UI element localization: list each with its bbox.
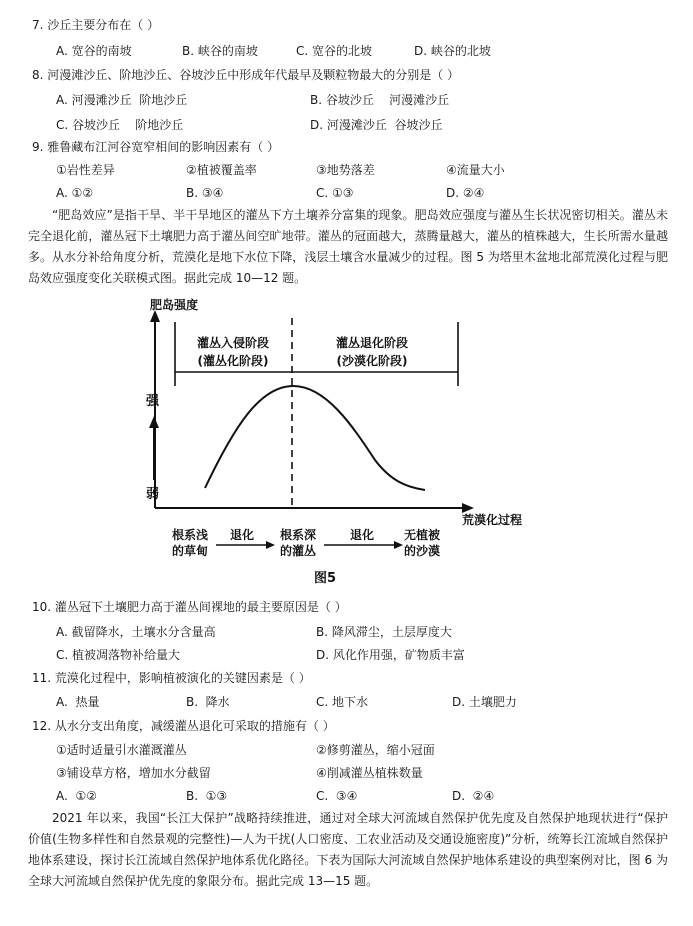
q9-factor-3: ③地势落差 [316, 163, 375, 177]
flow-degrade-2: 退化 [349, 528, 375, 542]
q7-option-b: B. 峡谷的南坡 [182, 44, 258, 58]
flow-arrow-2-head [394, 541, 403, 549]
q10-stem: 10. 灌丛冠下土壤肥力高于灌丛间裸地的最主要原因是（ ） [32, 600, 347, 614]
q8-stem: 8. 河漫滩沙丘、阶地沙丘、谷坡沙丘中形成年代最早及颗粒物最大的分别是（ ） [32, 68, 460, 82]
q11-option-c: C. 地下水 [316, 695, 369, 709]
flow-meadow-line2: 的草甸 [171, 544, 209, 558]
flow-desert-line2: 的沙漠 [403, 544, 441, 558]
flow-meadow-line1: 根系浅 [171, 528, 209, 542]
q12-option-a: A. ①② [56, 789, 97, 803]
flow-arrow-1-head [266, 541, 275, 549]
q7-option-c: C. 宽谷的北坡 [296, 44, 373, 58]
q11-option-a: A. 热量 [56, 695, 100, 709]
y-axis-label: 肥岛强度 [150, 298, 199, 312]
q10-option-a: A. 截留降水，土壤水分含量高 [56, 625, 216, 639]
weak-label: 弱 [146, 487, 160, 502]
q10-option-c: C. 植被凋落物补给量大 [56, 648, 181, 662]
q9-factor-2: ②植被覆盖率 [186, 163, 257, 177]
q7-stem: 7. 沙丘主要分布在（ ） [32, 18, 160, 32]
figure-caption: 图5 [313, 571, 337, 586]
q12-measure-1: ①适时适量引水灌溉灌丛 [56, 743, 187, 757]
stage2-title: 灌丛退化阶段 [335, 336, 409, 350]
strength-arrow-head [149, 416, 159, 428]
stage1-title: 灌丛入侵阶段 [196, 336, 270, 350]
q8-option-b: B. 谷坡沙丘 河漫滩沙丘 [310, 93, 450, 107]
q11-option-b: B. 降水 [186, 695, 230, 709]
q7-option-d: D. 峡谷的北坡 [414, 44, 491, 58]
q12-measure-2: ②修剪灌丛，缩小冠面 [316, 743, 435, 757]
flow-shrub-line1: 根系深 [279, 528, 317, 542]
q9-option-c: C. ①③ [316, 186, 354, 200]
q7-option-a: A. 宽谷的南坡 [56, 44, 132, 58]
passage-yangtze: 2021 年以来，我国“长江大保护”战略持续推进，通过对全球大河流域自然保护优先度及自然保护地现状进行“保护价值(生物多样性和自然景观的完整性)—人为干扰(人口密度、工农业活动及交通设施密度)”分析，统筹长江流域自然保护地体系建设，探讨长江流域自然保护地体系优化路径。下表为国际大河流域自然保护地体系建设的典型案例对比，图 6 为全球大河流域自然保护优先度的象限分布。据此完成 13—15 题。 [28, 811, 668, 888]
flow-shrub-line2: 的灌丛 [279, 544, 317, 558]
x-axis-arrow [462, 503, 474, 513]
figure-5 [0, 290, 693, 590]
q8-option-d: D. 河漫滩沙丘 谷坡沙丘 [310, 118, 443, 132]
q12-option-d: D. ②④ [452, 789, 495, 803]
q11-option-d: D. 土壤肥力 [452, 695, 517, 709]
q9-option-d: D. ②④ [446, 186, 485, 200]
flow-degrade-1: 退化 [229, 528, 255, 542]
q9-factor-1: ①岩性差异 [56, 163, 115, 177]
q9-stem: 9. 雅鲁藏布江河谷宽窄相间的影响因素有（ ） [32, 140, 280, 154]
q11-stem: 11. 荒漠化过程中，影响植被演化的关键因素是（ ） [32, 671, 311, 685]
q12-stem: 12. 从水分支出角度，减缓灌丛退化可采取的措施有（ ） [32, 719, 335, 733]
strong-label: 强 [146, 394, 160, 409]
q9-factor-4: ④流量大小 [446, 163, 505, 177]
stage1-subtitle: (灌丛化阶段) [197, 354, 269, 368]
stage2-subtitle: (沙漠化阶段) [336, 354, 408, 368]
x-axis-label: 荒漠化过程 [462, 513, 523, 527]
q9-option-a: A. ①② [56, 186, 94, 200]
q12-option-c: C. ③④ [316, 789, 358, 803]
q12-measure-4: ④削减灌丛植株数量 [316, 766, 423, 780]
q12-measure-3: ③铺设草方格，增加水分截留 [56, 766, 211, 780]
q10-option-d: D. 风化作用强，矿物质丰富 [316, 648, 465, 662]
q8-option-c: C. 谷坡沙丘 阶地沙丘 [56, 118, 184, 132]
q12-option-b: B. ①③ [186, 789, 228, 803]
q8-option-a: A. 河漫滩沙丘 阶地沙丘 [56, 93, 188, 107]
fertile-island-curve [205, 386, 425, 490]
flow-desert-line1: 无植被 [403, 528, 441, 542]
q9-option-b: B. ③④ [186, 186, 224, 200]
passage-fertile-island: “肥岛效应”是指干旱、半干旱地区的灌丛下方土壤养分富集的现象。肥岛效应强度与灌丛生长状况密切相关。灌丛未完全退化前，灌丛冠下土壤肥力高于灌丛间空旷地带。灌丛的冠面越大，蒸腾量越大，灌丛的植株越大，生长所需水量越多。从水分补给角度分析，荒漠化是地下水位下降，浅层土壤含水量减少的过程。图 5 为塔里木盆地北部荒漠化过程与肥岛效应强度变化关联模式图。据此完成 10—12 题。 [28, 208, 668, 285]
q10-option-b: B. 降风滞尘，土层厚度大 [316, 625, 452, 639]
